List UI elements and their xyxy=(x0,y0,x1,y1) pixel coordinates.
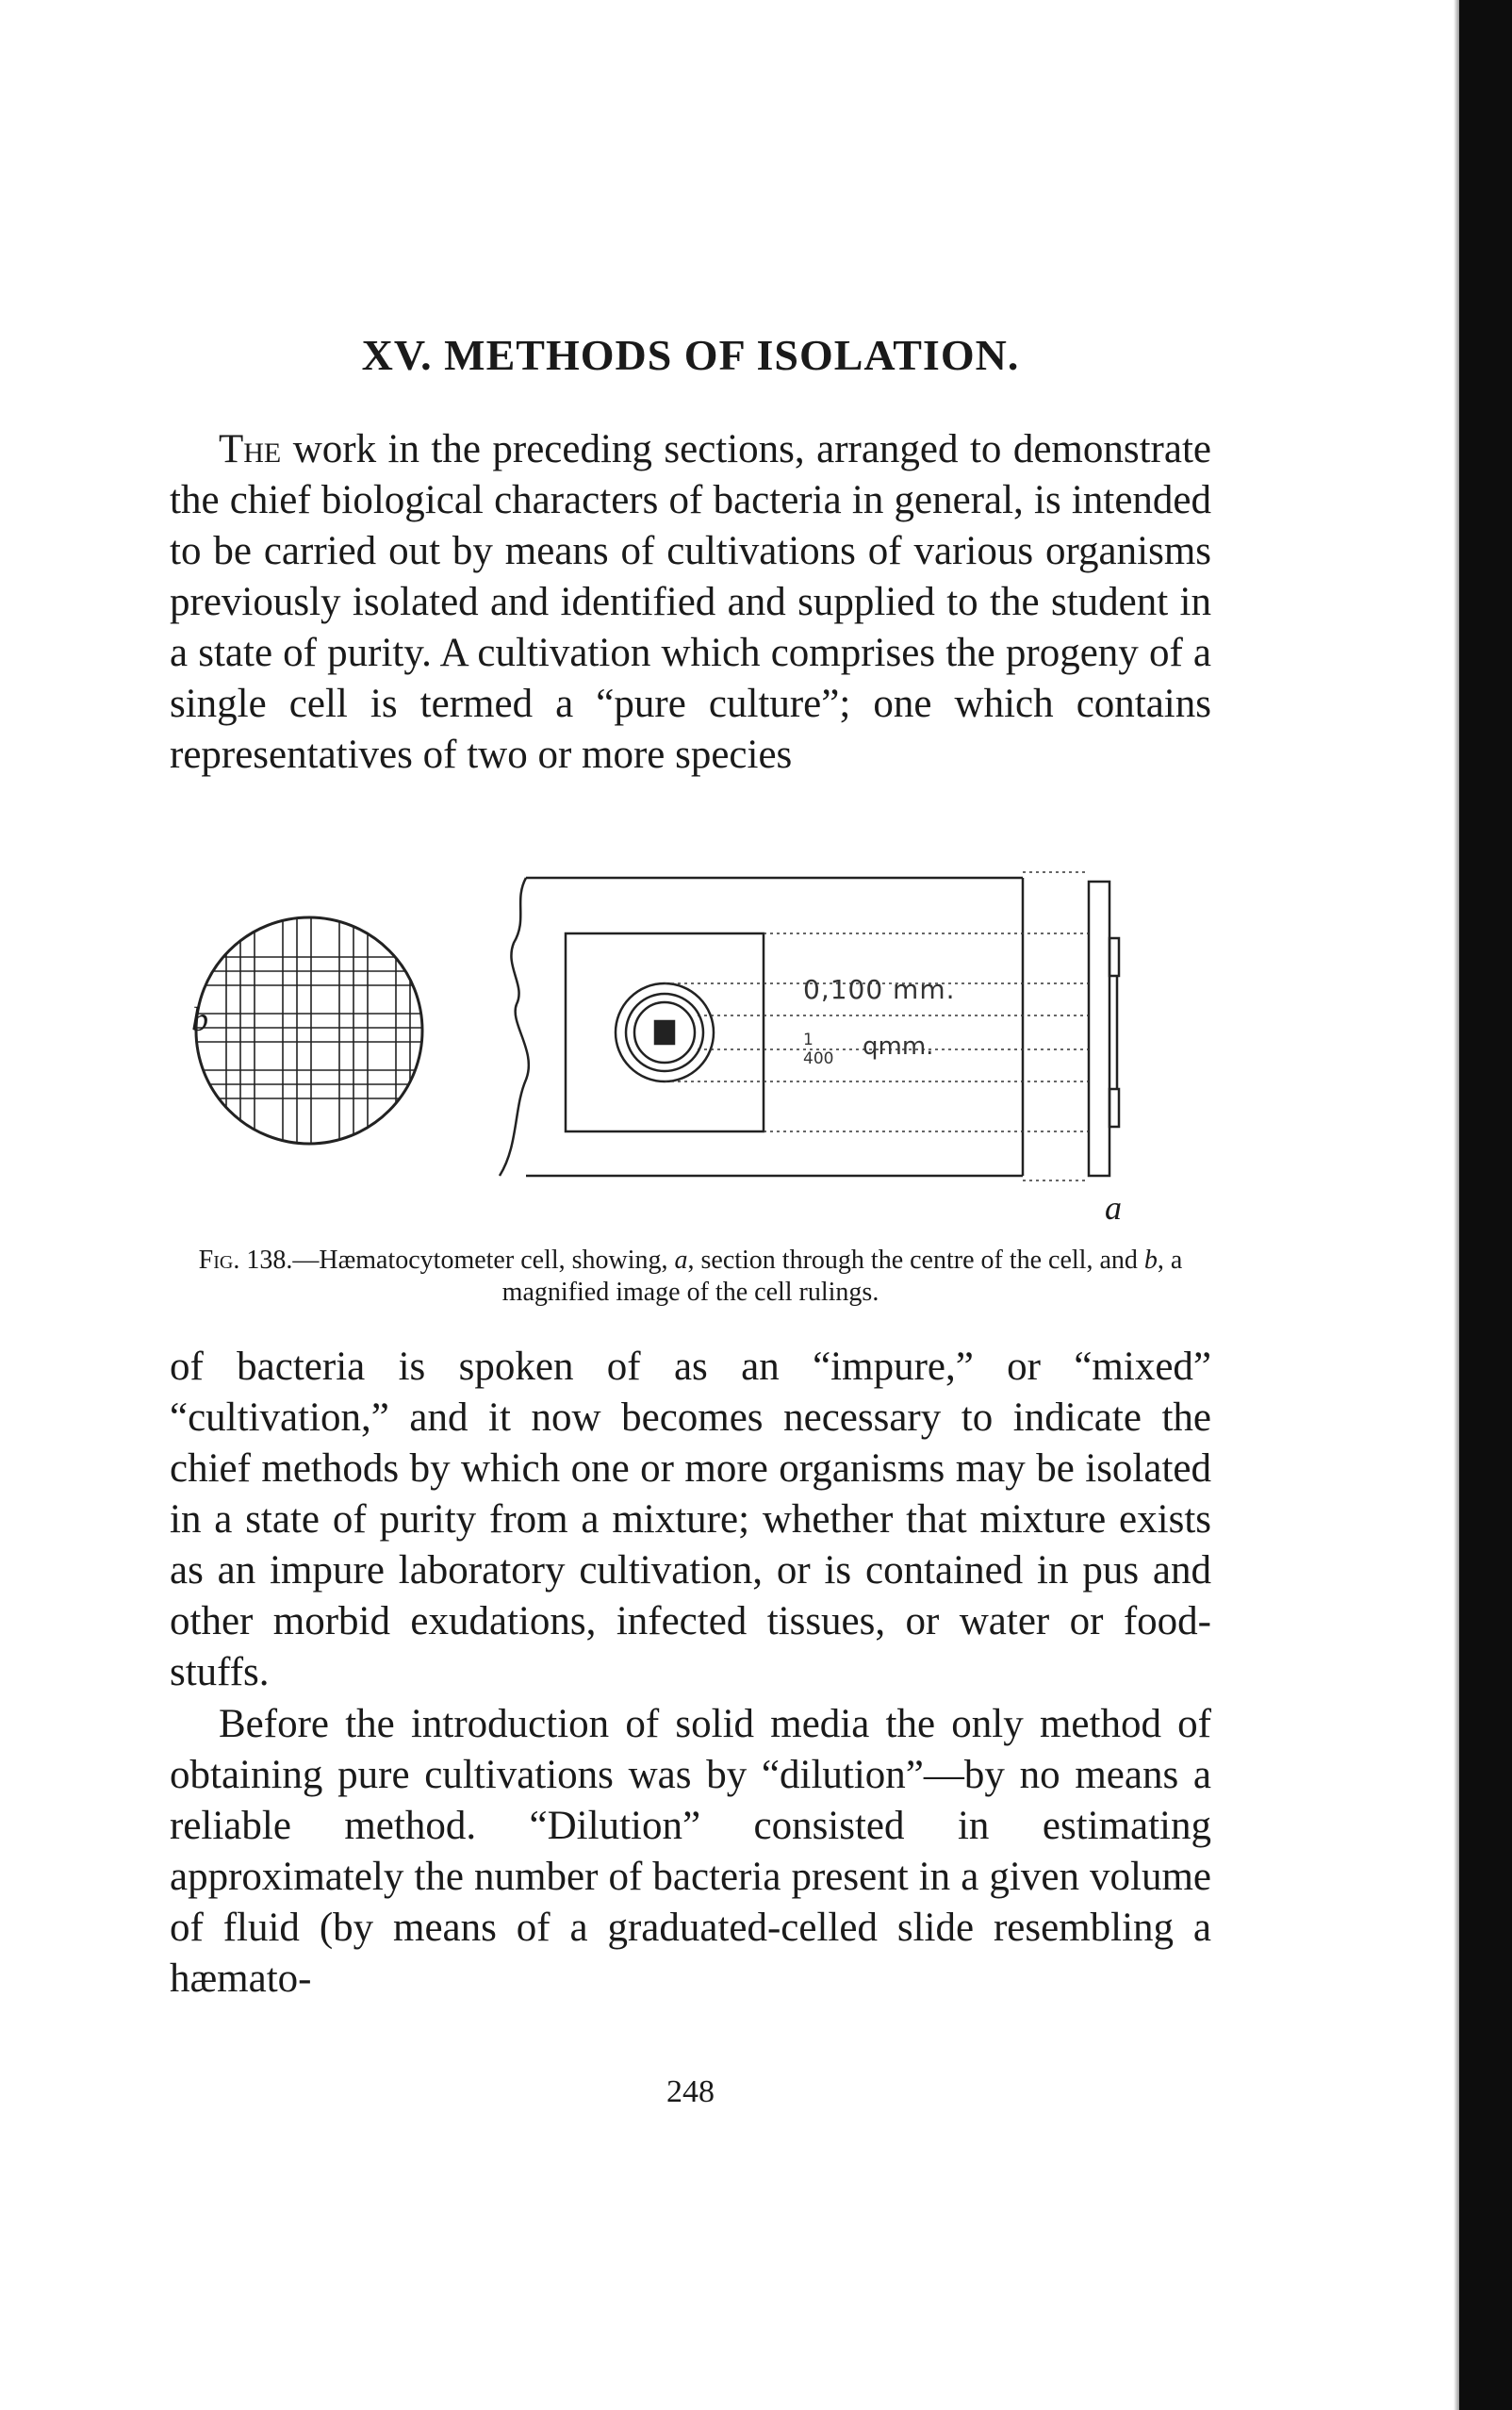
haematocytometer-diagram xyxy=(170,863,1211,1230)
fraction-denominator: 400 xyxy=(803,1049,834,1068)
section-view xyxy=(1089,882,1119,1176)
caption-part-2: , section through the centre of the cell, and xyxy=(687,1246,1144,1275)
section-heading: XV. METHODS OF ISOLATION. xyxy=(361,331,1020,379)
page-number: 248 xyxy=(666,2074,715,2109)
book-spine xyxy=(1459,0,1512,2410)
paragraph-1-text: work in the preceding sections, arranged to demonstrate the chief biological characters of bacteria in general, is intended to be carried out by means of cultivations of various organisms previously isolated and identified and supplied to the student in a state of purity. A cultivation which comprises the progeny of a single cell is termed a “pure culture”; one which contains representatives of two or more species xyxy=(170,427,1211,777)
caption-a: a xyxy=(674,1246,688,1275)
figure-label-a: a xyxy=(1105,1189,1122,1227)
paragraph-3: Before the introduction of solid media the only method of obtaining pure cultivations was by “dilution”—by no means a reliable method. “Dilution” consisted in estimating approximately the number of bacteria present in a given volume of fluid (by means of a graduated-celled slide resembling a hæmato- xyxy=(170,1702,1211,2001)
caption-part-3: , a magnified image of the cell rulings. xyxy=(501,1246,1183,1307)
caption-part-1: —Hæmatocytometer cell, showing, xyxy=(292,1246,675,1275)
paragraph-2: of bacteria is spoken of as an “impure,” or “mixed” “cultivation,” and it now becomes necessary to indicate the chief methods by which one or more organisms may be isolated in a state of purity from a mixture; whether that mixture exists as an impure laboratory cultivation, or is contained in pus and other morbid exudations, infected tissues, or water or food-stuffs. xyxy=(170,1345,1211,1694)
projection-lines xyxy=(665,872,1089,1180)
paragraph-1-lead: The xyxy=(219,427,282,471)
caption-fig-number: Fig. 138. xyxy=(198,1246,293,1275)
fraction-numerator: 1 xyxy=(803,1031,814,1049)
figure-label-b: b xyxy=(191,1000,208,1038)
figure-138 xyxy=(170,863,1211,1230)
paragraph-1 xyxy=(170,424,1211,781)
caption-b: b xyxy=(1143,1246,1158,1275)
measure-width-label: 0,100 mm. xyxy=(803,974,956,1005)
measure-area-label: qmm. xyxy=(863,1032,934,1061)
magnified-rulings xyxy=(196,917,424,1146)
figure-caption xyxy=(170,1245,1211,1309)
